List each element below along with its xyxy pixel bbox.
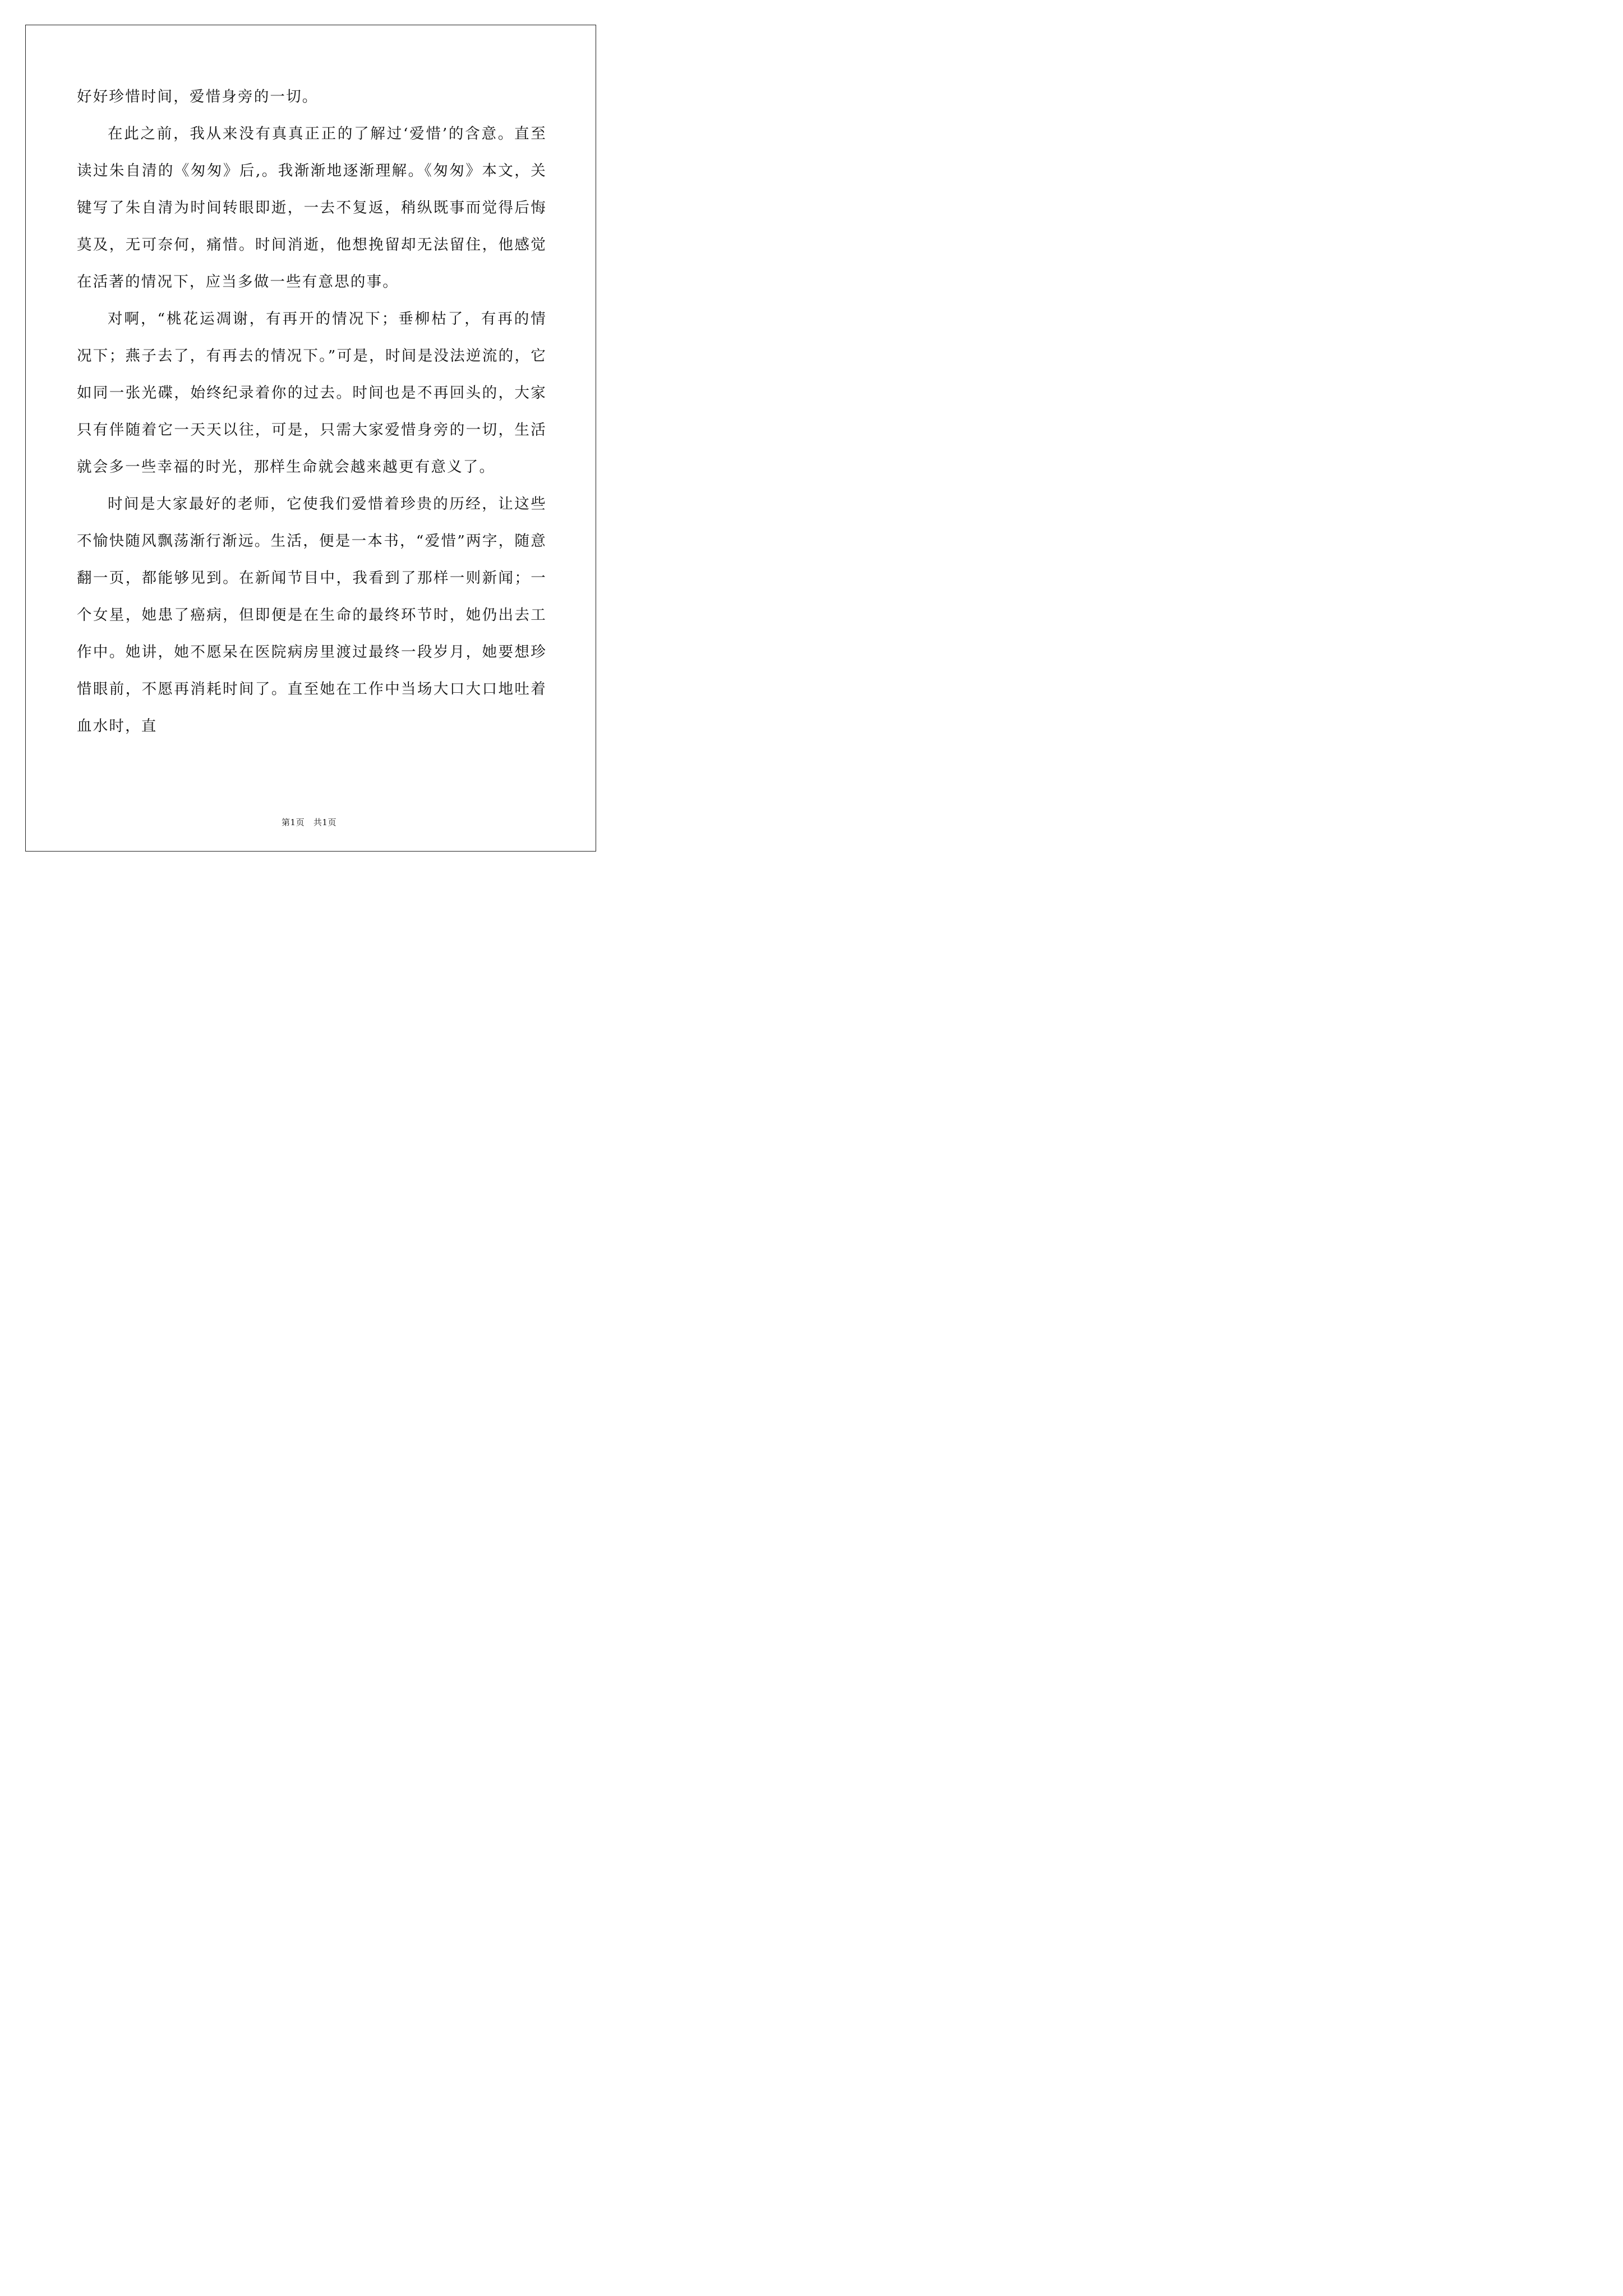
paragraph-1: 好好珍惜时间，爱惜身旁的一切。 [77,88,319,105]
document-body [77,79,547,745]
page-number: 第1页 [282,817,305,827]
paragraph-3: 对啊，“桃花运凋谢，有再开的情况下；垂柳枯了，有再的情况下；燕子去了，有再去的情况下。”可是，时间是没法逆流的，它如同一张光碟，始终纪录着你的过去。时间也是不再回头的，大家只有伴随着它一天天以往，可是，只需大家爱惜身旁的一切，生活就会多一些幸福的时光，那样生命就会越来越更有意义了。 [77,310,547,476]
paragraph-4: 时间是大家最好的老师，它使我们爱惜着珍贵的历经，让这些不愉快随风飘荡渐行渐远。生活，便是一本书，“爱惜”两字，随意翻一页，都能够见到。在新闻节目中，我看到了那样一则新闻；一个女星，她患了癌病，但即便是在生命的最终环节时，她仍出去工作中。她讲，她不愿呆在医院病房里渡过最终一段岁月，她要想珍惜眼前，不愿再消耗时间了。直至她在工作中当场大口大口地吐着血水时，直 [77,495,547,735]
paragraph-2: 在此之前，我从来没有真真正正的了解过‘爱惜’的含意。直至读过朱自清的《匆匆》后,。我渐渐地逐渐理解。《匆匆》本文，关键写了朱自清为时间转眼即逝，一去不复返，稍纵既事而觉得后悔莫及，无可奈何，痛惜。时间消逝，他想挽留却无法留住，他感觉在活著的情况下，应当多做一些有意思的事。 [77,125,547,291]
page-footer [0,816,618,828]
page-total: 共1页 [313,817,336,827]
